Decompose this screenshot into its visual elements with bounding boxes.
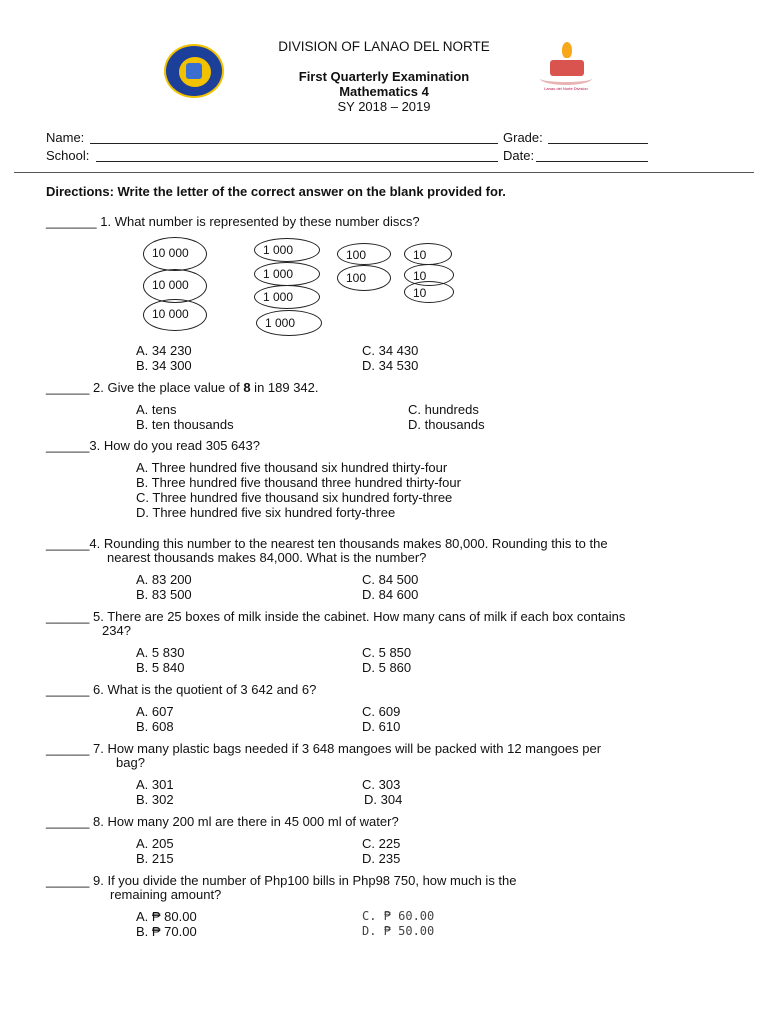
choice-d: D. 304 — [364, 792, 403, 807]
choice-b: B. 83 500 — [136, 587, 192, 602]
choice-b: B. ten thousands — [136, 417, 234, 432]
directions: Directions: Write the letter of the correct answer on the blank provided for. — [46, 184, 506, 199]
question-3: ______3. How do you read 305 643? — [46, 438, 260, 453]
choice-b: B. Three hundred five thousand three hundred thirty-four — [136, 475, 461, 490]
choice-b: B. 34 300 — [136, 358, 192, 373]
answer-blank[interactable]: ______ — [46, 682, 90, 697]
choice-a: A. 301 — [136, 777, 174, 792]
question-5-cont: 234? — [102, 623, 131, 638]
choice-b: B. 608 — [136, 719, 174, 734]
choice-a: A. ₱ 80.00 — [136, 909, 197, 924]
number-disc: 1 000 — [254, 262, 320, 286]
question-7-cont: bag? — [116, 755, 145, 770]
question-2: ______ 2. Give the place value of 8 in 189 342. — [46, 380, 319, 395]
division-logo: Lanao del Norte Division — [536, 42, 596, 102]
answer-blank[interactable]: ______ — [46, 741, 90, 756]
choice-b: B. 5 840 — [136, 660, 185, 675]
number-disc: 10 — [404, 281, 454, 303]
answer-blank[interactable]: ______ — [46, 873, 90, 888]
choice-a: A. 607 — [136, 704, 174, 719]
divider — [14, 172, 754, 173]
question-1: _______ 1. What number is represented by these number discs? — [46, 214, 420, 229]
school-label: School: — [46, 148, 90, 163]
question-4-cont: nearest thousands makes 84,000. What is the number? — [107, 550, 427, 565]
choice-a: A. 83 200 — [136, 572, 192, 587]
choice-a: A. 34 230 — [136, 343, 192, 358]
choice-d: D. ₱ 50.00 — [362, 924, 435, 938]
choice-c: C. ₱ 60.00 — [362, 909, 435, 923]
number-disc: 10 000 — [143, 269, 207, 303]
choice-d: D. 5 860 — [362, 660, 412, 675]
choice-d: D. 34 530 — [362, 358, 419, 373]
choice-a: A. tens — [136, 402, 177, 417]
number-disc: 1 000 — [254, 238, 320, 262]
choice-c: C. Three hundred five thousand six hundred forty-three — [136, 490, 453, 505]
grade-label: Grade: — [503, 130, 543, 145]
number-disc: 1 000 — [254, 285, 320, 309]
name-label: Name: — [46, 130, 85, 145]
choice-c: C. 34 430 — [362, 343, 419, 358]
date-field[interactable] — [536, 161, 648, 162]
choice-c: C. 84 500 — [362, 572, 419, 587]
number-disc: 1 000 — [256, 310, 322, 336]
number-disc: 10 — [404, 264, 454, 286]
question-7: ______ 7. How many plastic bags needed if 3 648 mangoes will be packed with 12 mangoes per — [46, 741, 602, 756]
question-6: ______ 6. What is the quotient of 3 642 and 6? — [46, 682, 317, 697]
choice-b: B. 302 — [136, 792, 174, 807]
answer-blank[interactable]: ______ — [46, 609, 90, 624]
choice-c: C. 225 — [362, 836, 401, 851]
answer-blank[interactable]: _______ — [46, 214, 97, 229]
choice-c: C. hundreds — [408, 402, 479, 417]
choice-d: D. 84 600 — [362, 587, 419, 602]
grade-field[interactable] — [548, 143, 648, 144]
number-disc: 10 — [404, 243, 452, 265]
answer-blank[interactable]: ______ — [46, 380, 90, 395]
school-year: SY 2018 – 2019 — [337, 99, 431, 114]
choice-a: A. 5 830 — [136, 645, 185, 660]
school-field[interactable] — [96, 161, 498, 162]
date-label: Date: — [503, 148, 535, 163]
subject-title: Mathematics 4 — [339, 84, 429, 99]
exam-title: First Quarterly Examination — [298, 69, 470, 84]
question-8: ______ 8. How many 200 ml are there in 45 000 ml of water? — [46, 814, 399, 829]
number-disc: 10 000 — [143, 299, 207, 331]
choice-b: B. 215 — [136, 851, 174, 866]
number-disc: 100 — [337, 265, 391, 291]
number-disc: 100 — [337, 243, 391, 265]
answer-blank[interactable]: ______ — [46, 814, 90, 829]
choice-c: C. 5 850 — [362, 645, 412, 660]
choice-d: D. thousands — [408, 417, 485, 432]
choice-d: D. 235 — [362, 851, 401, 866]
question-9: ______ 9. If you divide the number of Php100 bills in Php98 750, how much is the — [46, 873, 517, 888]
answer-blank[interactable]: ______ — [46, 536, 90, 551]
question-5: ______ 5. There are 25 boxes of milk inside the cabinet. How many cans of milk if each box contains — [46, 609, 626, 624]
division-title: DIVISION OF LANAO DEL NORTE — [278, 39, 490, 54]
choice-a: A. Three hundred five thousand six hundred thirty-four — [136, 460, 448, 475]
choice-d: D. Three hundred five six hundred forty-three — [136, 505, 396, 520]
choice-a: A. 205 — [136, 836, 174, 851]
question-9-cont: remaining amount? — [110, 887, 222, 902]
choice-c: C. 303 — [362, 777, 401, 792]
name-field[interactable] — [90, 143, 498, 144]
answer-blank[interactable]: ______ — [46, 438, 90, 453]
question-4: ______4. Rounding this number to the nearest ten thousands makes 80,000. Rounding this to the — [46, 536, 608, 551]
choice-b: B. ₱ 70.00 — [136, 924, 197, 939]
number-disc: 10 000 — [143, 237, 207, 271]
choice-d: D. 610 — [362, 719, 401, 734]
choice-c: C. 609 — [362, 704, 401, 719]
